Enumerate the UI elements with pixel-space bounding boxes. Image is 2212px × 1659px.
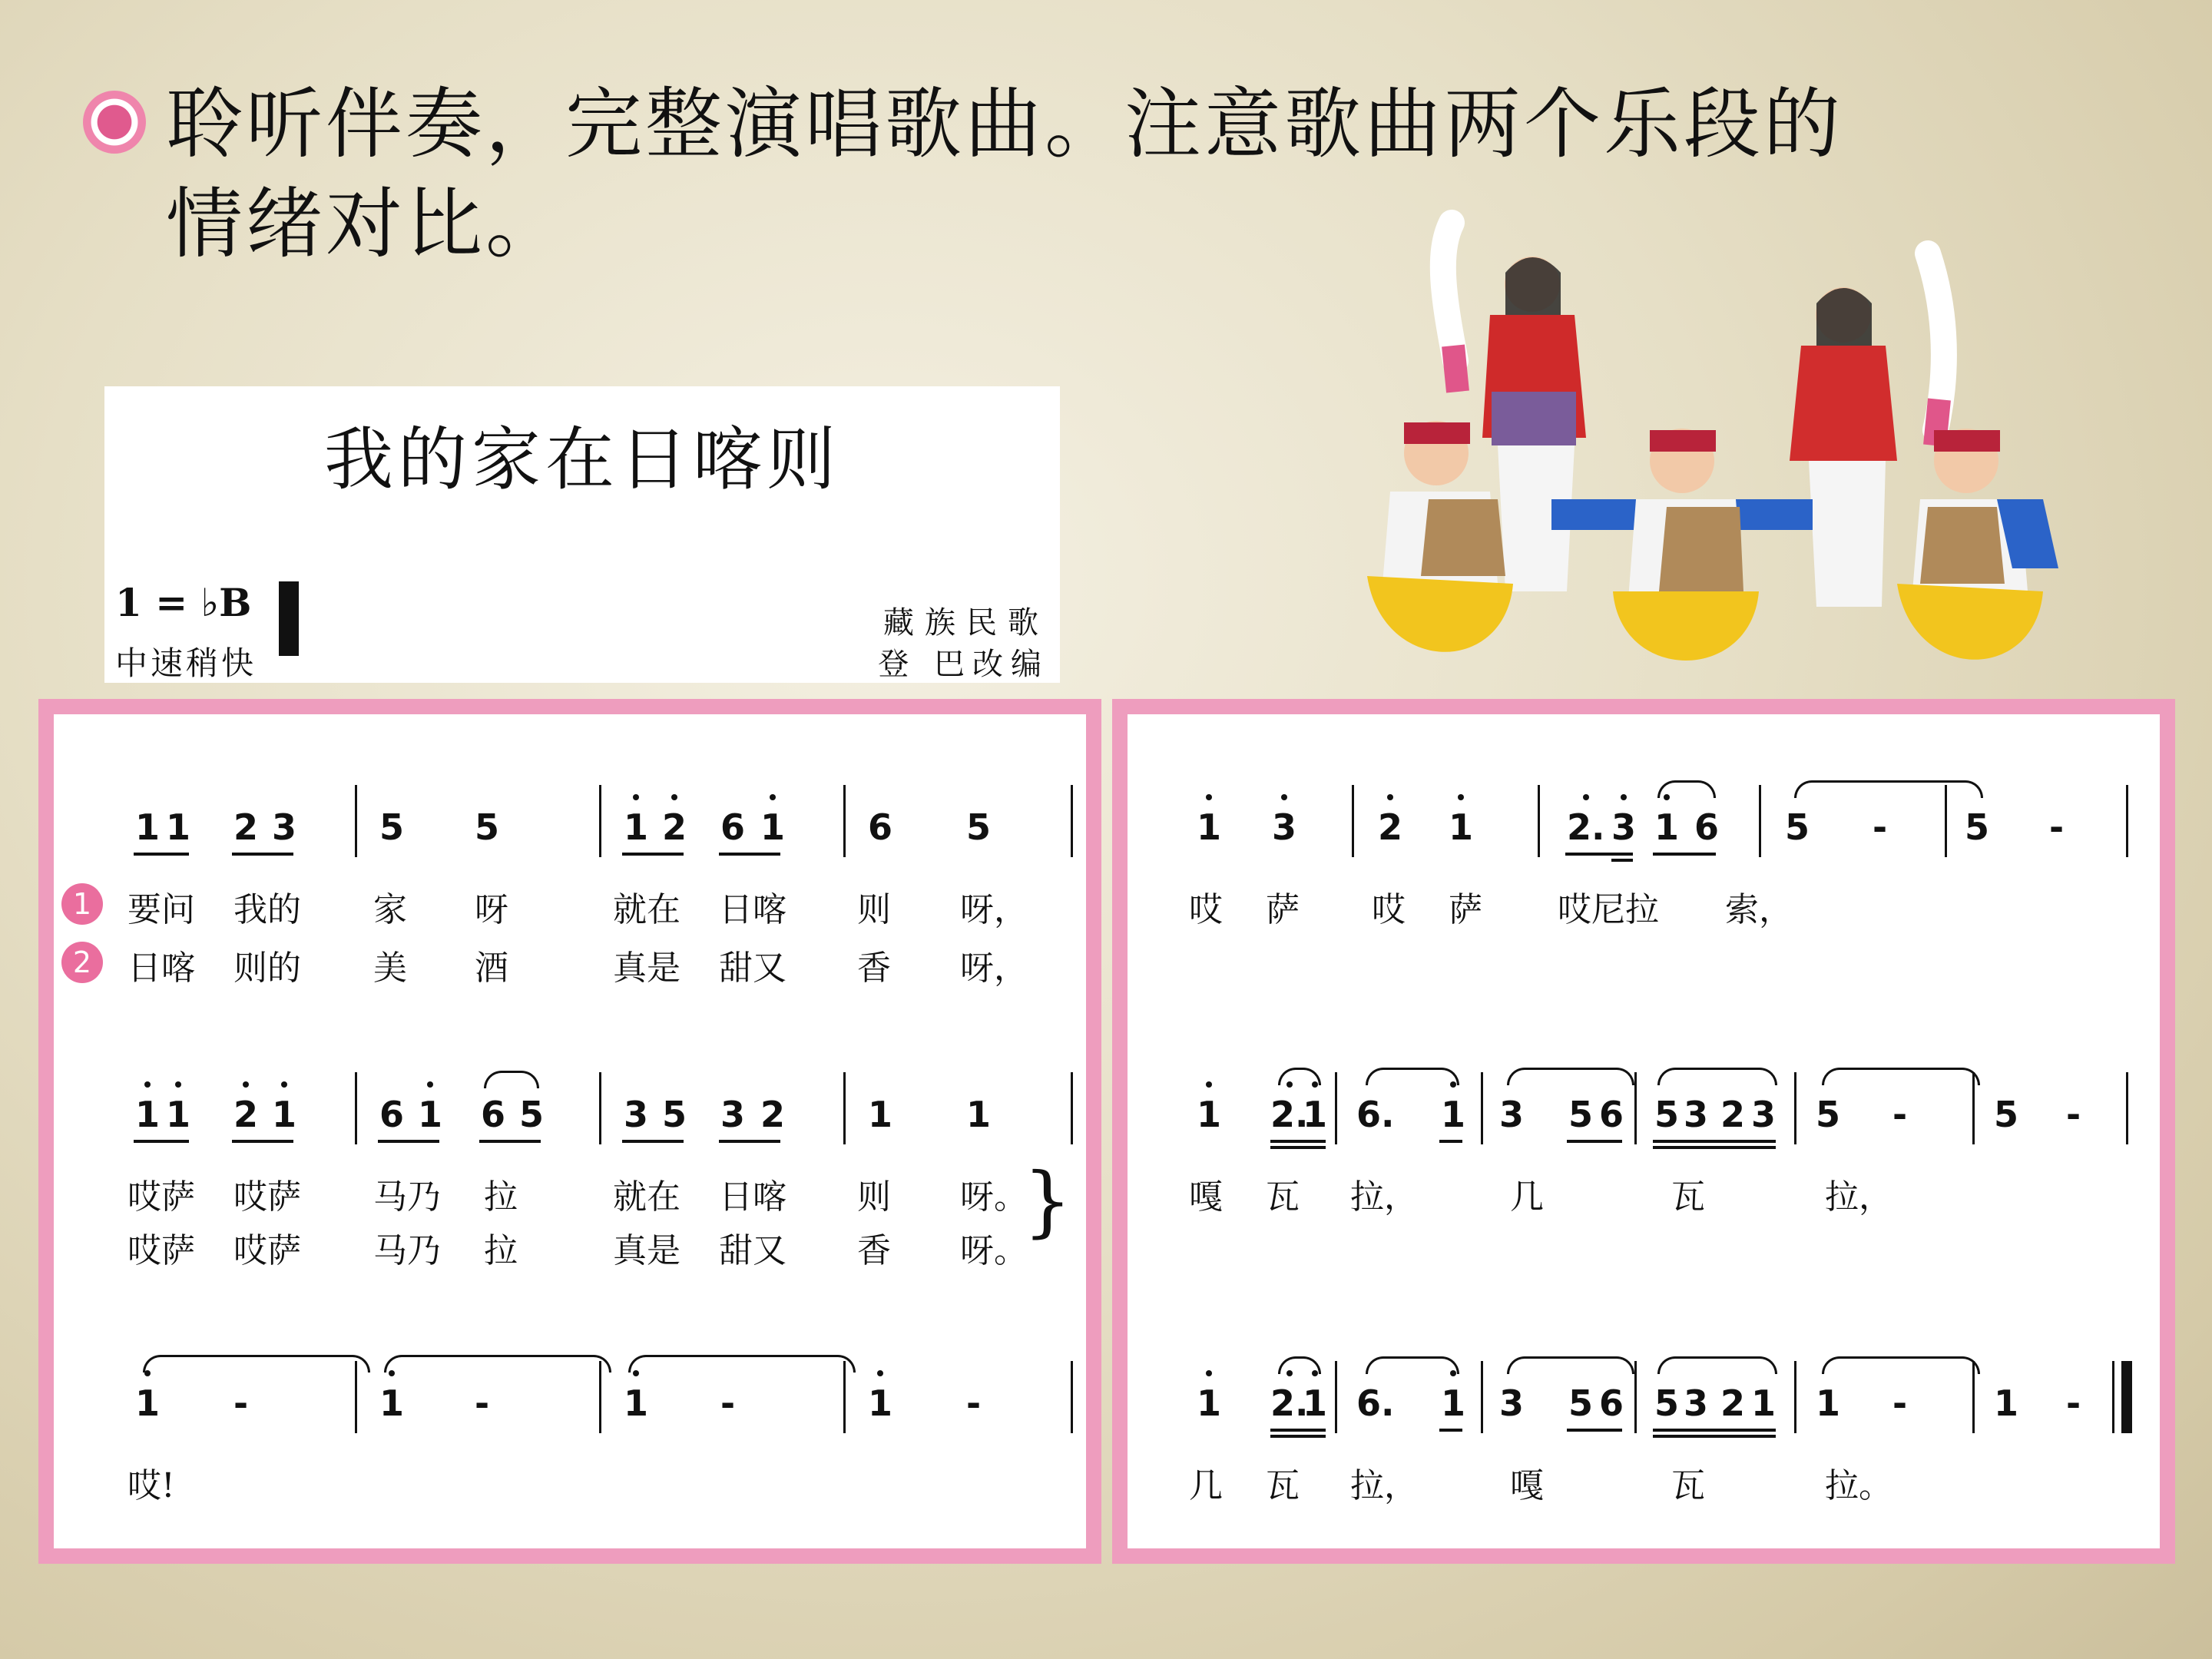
note: 2	[233, 1094, 258, 1135]
note: 1	[1751, 1382, 1777, 1424]
lyric: 瓦	[1266, 1466, 1300, 1505]
lyric: 索，	[1725, 890, 1793, 929]
note: -	[2049, 806, 2065, 848]
note: 3	[1499, 1382, 1525, 1424]
lyric: 日喀	[719, 1177, 786, 1217]
note: 2	[233, 806, 259, 848]
note: 5	[1994, 1094, 2019, 1135]
note: 2	[1378, 806, 1402, 848]
verse-badge-2: 2	[61, 942, 103, 983]
note: -	[2066, 1094, 2081, 1135]
note: 5	[519, 1094, 545, 1135]
note: 5	[1568, 1382, 1594, 1424]
lyric: 马乃	[373, 1231, 441, 1270]
note: 1	[272, 1094, 296, 1135]
note: 5	[1965, 806, 1990, 848]
lyric: 哎尼拉	[1558, 890, 1659, 929]
lyric: 几	[1510, 1177, 1544, 1217]
note: 1	[166, 806, 191, 848]
note: 3	[1272, 806, 1296, 848]
lyric: 瓦	[1266, 1177, 1300, 1217]
note: 1	[166, 1094, 190, 1135]
note: 3	[1499, 1094, 1525, 1135]
note: 5	[1654, 1382, 1680, 1424]
note: 3	[272, 806, 297, 848]
note: -	[233, 1382, 249, 1424]
song-title-card	[104, 386, 1060, 683]
note: 6	[1599, 1382, 1624, 1424]
note: 1	[135, 806, 161, 848]
lyric: 哎	[1372, 890, 1406, 929]
note: 1	[1197, 1382, 1221, 1424]
heading-line-1: 聆听伴奏，完整演唱歌曲。注意歌曲两个乐段的	[166, 79, 1843, 169]
lyric: 哎萨	[233, 1177, 301, 1217]
note: 2	[1720, 1382, 1746, 1424]
lyric: 拉，	[1350, 1466, 1418, 1505]
lyric: 哎萨	[127, 1231, 195, 1270]
note: -	[720, 1382, 736, 1424]
lyric: 美	[373, 949, 407, 988]
lyric: 拉	[484, 1231, 518, 1270]
lyric: 萨	[1449, 890, 1482, 929]
note: -	[2066, 1382, 2081, 1424]
score-panel-right	[1112, 699, 2175, 1564]
note: 2.	[1567, 806, 1604, 848]
lyric: 嘎	[1510, 1466, 1544, 1505]
note: 2.	[1270, 1382, 1308, 1424]
note: 5	[1785, 806, 1810, 848]
heading-line-2: 情绪对比。	[166, 179, 565, 269]
lyric: 哎萨	[233, 1231, 301, 1270]
note: -	[1892, 1094, 1908, 1135]
note: -	[475, 1382, 490, 1424]
note: 1	[1449, 806, 1473, 848]
note: 1	[760, 806, 785, 848]
note: 5	[1568, 1094, 1594, 1135]
lyric: 家	[373, 890, 407, 929]
lyric: 则的	[233, 949, 301, 988]
lyric: 就在	[613, 890, 680, 929]
note: 1	[1994, 1382, 2019, 1424]
lyric: 呀，	[960, 890, 1028, 929]
lyric: 呀，	[960, 949, 1028, 988]
note: 1	[1197, 1094, 1221, 1135]
note: -	[1873, 806, 1888, 848]
lyric: 呀	[475, 890, 508, 929]
note: 2	[662, 806, 687, 848]
lyric: 香	[857, 949, 891, 988]
lyric: 嘎	[1189, 1177, 1223, 1217]
tempo-marking: 中速稍快	[115, 644, 257, 682]
note: 3	[1684, 1094, 1709, 1135]
lyric: 瓦	[1671, 1177, 1705, 1217]
lyric: 哎	[1189, 890, 1223, 929]
note: 5	[475, 806, 500, 848]
dancer-kneeling-left	[1367, 421, 1513, 652]
score-panel-left	[38, 699, 1101, 1564]
lyric: 几	[1189, 1466, 1223, 1505]
dancer-kneeling-center	[1551, 429, 1813, 661]
note: -	[1892, 1382, 1908, 1424]
song-title: 我的家在日喀则	[324, 419, 840, 500]
note: 1	[1197, 806, 1221, 848]
note: 3	[1751, 1094, 1777, 1135]
note: 5	[966, 806, 992, 848]
key-signature	[115, 580, 295, 629]
lyric: 呀。	[960, 1231, 1028, 1270]
note: 1	[624, 806, 648, 848]
lyric: 马乃	[373, 1177, 441, 1217]
tibetan-dancers-photo	[1321, 207, 2074, 691]
lyric: 香	[857, 1231, 891, 1270]
lyric: 萨	[1266, 890, 1300, 929]
lyric: 哎!	[127, 1466, 175, 1505]
note: 1	[868, 1094, 893, 1135]
key-text: 1 = ♭B	[115, 580, 252, 625]
note: 1	[379, 1382, 404, 1424]
note: 3	[1611, 806, 1636, 848]
lyric: 日喀	[719, 890, 786, 929]
verse-brace: }	[1023, 1156, 1072, 1246]
note: 5	[1654, 1094, 1680, 1135]
note: 1	[1303, 1382, 1327, 1424]
dancer-kneeling-right	[1897, 429, 2058, 660]
lyric: 我的	[233, 890, 301, 929]
lyric: 拉，	[1825, 1177, 1892, 1217]
lyric: 酒	[475, 949, 508, 988]
lyric: 甜又	[719, 1231, 786, 1270]
note: 5	[662, 1094, 687, 1135]
note: 3	[720, 1094, 746, 1135]
note: 1	[1441, 1094, 1465, 1135]
note: 2.	[1270, 1094, 1308, 1135]
lyric: 就在	[613, 1177, 680, 1217]
lyric: 甜又	[719, 949, 786, 988]
lyric: 瓦	[1671, 1466, 1705, 1505]
credit-arranger: 登 巴改编	[878, 647, 1049, 682]
note: 3	[624, 1094, 649, 1135]
lyric: 真是	[613, 1231, 680, 1270]
lyric: 则	[857, 1177, 891, 1217]
note: 6	[1599, 1094, 1624, 1135]
lyric: 哎萨	[127, 1177, 195, 1217]
note: 6	[720, 806, 746, 848]
note: 1	[135, 1382, 160, 1424]
lyric: 呀。	[960, 1177, 1028, 1217]
note: 6	[379, 1094, 405, 1135]
note: -	[966, 1382, 982, 1424]
note: 5	[1816, 1094, 1841, 1135]
note: 1	[1441, 1382, 1465, 1424]
lyric: 拉。	[1825, 1466, 1892, 1505]
note: 1	[1303, 1094, 1327, 1135]
note: 1	[1816, 1382, 1841, 1424]
note: 6	[868, 806, 893, 848]
lyric: 真是	[613, 949, 680, 988]
lyric: 日喀	[127, 949, 195, 988]
note: 6.	[1356, 1382, 1395, 1424]
time-signature	[279, 583, 295, 629]
note: 2	[760, 1094, 786, 1135]
note: 6	[481, 1094, 506, 1135]
note: 1	[624, 1382, 648, 1424]
note: 6	[1694, 806, 1720, 848]
note: 1	[868, 1382, 892, 1424]
lyric: 则	[857, 890, 891, 929]
credit-origin: 藏族民歌	[883, 605, 1049, 641]
note: 3	[1684, 1382, 1709, 1424]
verse-badge-1: 1	[61, 883, 103, 925]
lyric: 要问	[127, 890, 195, 929]
note: 1	[418, 1094, 442, 1135]
note: 1	[1654, 806, 1679, 848]
note: 5	[379, 806, 405, 848]
note: 6.	[1356, 1094, 1395, 1135]
note: 1	[966, 1094, 992, 1135]
lyric: 拉	[484, 1177, 518, 1217]
bullet-icon	[83, 91, 146, 154]
note: 2	[1720, 1094, 1746, 1135]
lyric: 拉，	[1350, 1177, 1418, 1217]
note: 1	[135, 1094, 160, 1135]
